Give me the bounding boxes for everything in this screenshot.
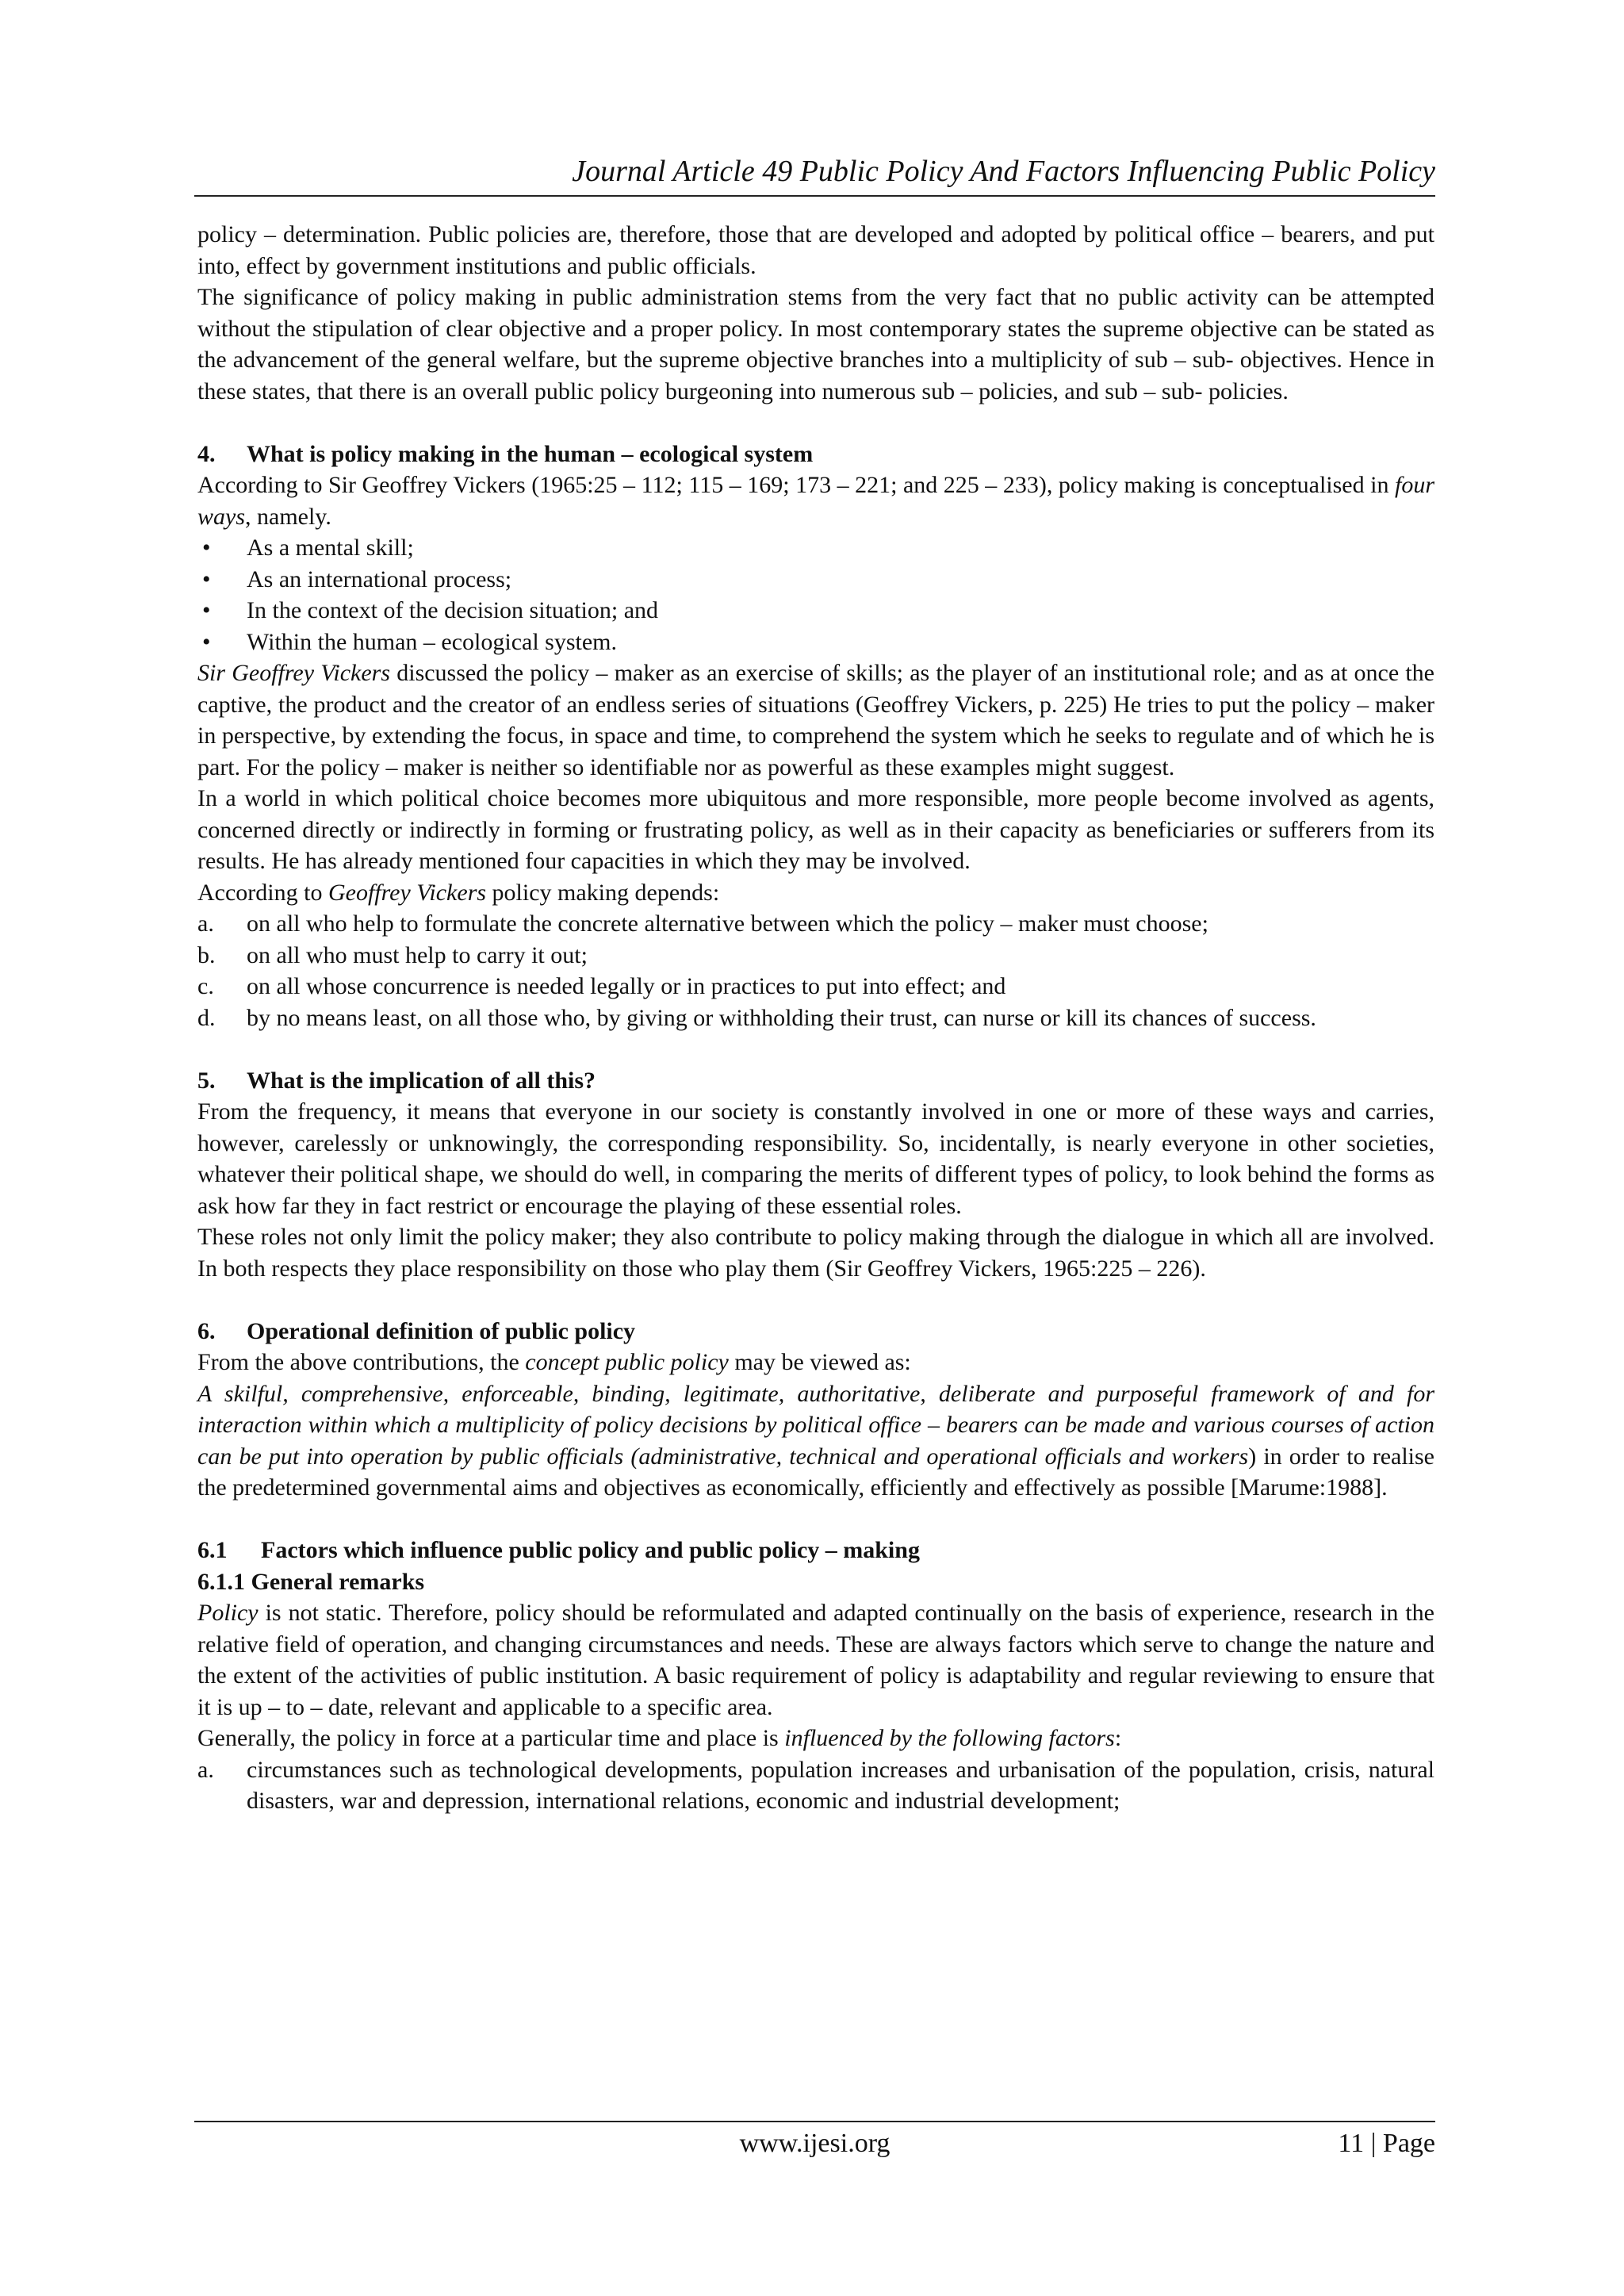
section-title: Operational definition of public policy: [247, 1317, 636, 1344]
paragraph: Policy is not static. Therefore, policy should be reformulated and adapted continually on the basis of experience, research in the relative field of operation, and changing circumstances and needs. These are always factors which serve to change the nature and the extent of the activities of public institution. A basic requirement of policy is adaptability and regular reviewing to ensure that it is up – to – date, relevant and applicable to a specific area.: [197, 1600, 1434, 1720]
paragraph: policy – determination. Public policies are, therefore, those that are developed and adopted by political office – bearers, and put into, effect by government institutions and public officials.: [197, 221, 1434, 279]
section-number: 5.: [197, 1067, 216, 1094]
bullet-icon: •: [202, 628, 211, 655]
running-header: Journal Article 49 Public Policy And Factors Influencing Public Policy: [572, 155, 1435, 188]
spacer: [197, 407, 1434, 439]
lettered-list: [197, 908, 1434, 1033]
article-body: [197, 219, 1434, 1817]
spacer: [197, 1284, 1434, 1316]
section-title: What is policy making in the human – ecological system: [247, 440, 814, 467]
section-heading: [197, 1316, 1434, 1347]
list-item: • As an international process;: [197, 564, 1434, 596]
section-heading: [197, 439, 1434, 470]
bullet-icon: •: [202, 597, 211, 623]
paragraph: Generally, the policy in force at a particular time and place is influenced by the following factors:: [197, 1725, 1122, 1751]
paragraph: The significance of policy making in public administration stems from the very fact that no public activity can be attempted without the stipulation of clear objective and a proper policy. In most contemporary states the supreme objective can be stated as the advancement of the general welfare, but the supreme objective branches into a multiplicity of sub – sub- objectives. Hence in these states, that there is an overall public policy burgeoning into numerous sub – policies, and sub – sub- policies.: [197, 284, 1434, 404]
bullet-icon: •: [202, 565, 211, 592]
paragraph: According to Geoffrey Vickers policy making depends:: [197, 879, 720, 906]
section-title: What is the implication of all this?: [247, 1067, 596, 1094]
paragraph: In a world in which political choice becomes more ubiquitous and more responsible, more people become involved as agents, concerned directly or indirectly in forming or frustrating policy, as well as in their capacity as beneficiaries or sufferers from its results. He has already mentioned four capacities in which they may be involved.: [197, 785, 1434, 874]
paragraph: Sir Geoffrey Vickers discussed the policy – maker as an exercise of skills; as the player of an institutional role; and as at once the captive, the product and the creator of an endless series of situations (Geoffrey Vickers, p. 225) He tries to put the policy – maker in perspective, by extending the focus, in space and time, to comprehend the system which he seeks to regulate and of which he is part. For the policy – maker is neither so identifiable nor as powerful as these examples might suggest.: [197, 660, 1434, 780]
subsection-title: 6.1.1 General remarks: [197, 1568, 425, 1595]
section-number: 6.: [197, 1317, 216, 1344]
page-number: 11 | Page: [1338, 2129, 1435, 2158]
spacer: [197, 1504, 1434, 1535]
paragraph: From the frequency, it means that everyone in our society is constantly involved in one or more of these ways and carries, however, carelessly or unknowingly, the corresponding responsibility. So, incidentally, is nearly everyone in other societies, whatever their political shape, we should do well, in comparing the merits of different types of policy, to look behind the forms as ask how far they in fact restrict or encourage the playing of these essential roles.: [197, 1098, 1434, 1219]
spacer: [197, 1033, 1434, 1065]
list-item: c. on all whose concurrence is needed legally or in practices to put into effect; and: [197, 973, 1006, 999]
page-footer: [194, 2124, 1435, 2164]
list-item: a. circumstances such as technological developments, population increases and urbanisation of the population, crisis, natural disasters, war and depression, international relations, economic and industrial development;: [197, 1756, 1434, 1814]
list-item: a. on all who help to formulate the concrete alternative between which the policy – maker must choose;: [197, 910, 1208, 937]
list-item: • As a mental skill;: [197, 532, 1434, 564]
list-item: d. by no means least, on all those who, by giving or withholding their trust, can nurse or kill its chances of success.: [197, 1004, 1316, 1031]
header-rule: [194, 195, 1435, 197]
footer-website[interactable]: www.ijesi.org: [739, 2129, 891, 2158]
bullet-list: [197, 532, 1434, 657]
section-number: 6.1: [197, 1537, 228, 1563]
paragraph: According to Sir Geoffrey Vickers (1965:25 – 112; 115 – 169; 173 – 221; and 225 – 233), policy making is conceptualised in four ways, namely.: [197, 472, 1434, 530]
list-item: b. on all who must help to carry it out;: [197, 941, 588, 968]
list-item: • Within the human – ecological system.: [197, 627, 1434, 658]
definition-paragraph: A skilful, comprehensive, enforceable, binding, legitimate, authoritative, deliberate and purposeful framework of and for interaction within which a multiplicity of policy decisions by political office – bearers can be made and various courses of action can be put into operation by public officials (administrative, technical and operational officials and workers) in order to realise the predetermined governmental aims and objectives as economically, efficiently and effectively as possible [Marume:1988].: [197, 1380, 1434, 1501]
section-number: 4.: [197, 440, 216, 467]
section-title: Factors which influence public policy and public policy – making: [261, 1537, 920, 1563]
paragraph: From the above contributions, the concept public policy may be viewed as:: [197, 1349, 911, 1375]
paragraph: These roles not only limit the policy maker; they also contribute to policy making through the dialogue in which all are involved. In both respects they place responsibility on those who play them (Sir Geoffrey Vickers, 1965:225 – 226).: [197, 1224, 1434, 1282]
section-heading: [197, 1065, 1434, 1097]
lettered-list: [197, 1754, 1434, 1817]
footer-rule: [194, 2121, 1435, 2122]
bullet-icon: •: [202, 535, 211, 561]
list-item: • In the context of the decision situation; and: [197, 595, 1434, 627]
section-heading: [197, 1535, 1434, 1566]
